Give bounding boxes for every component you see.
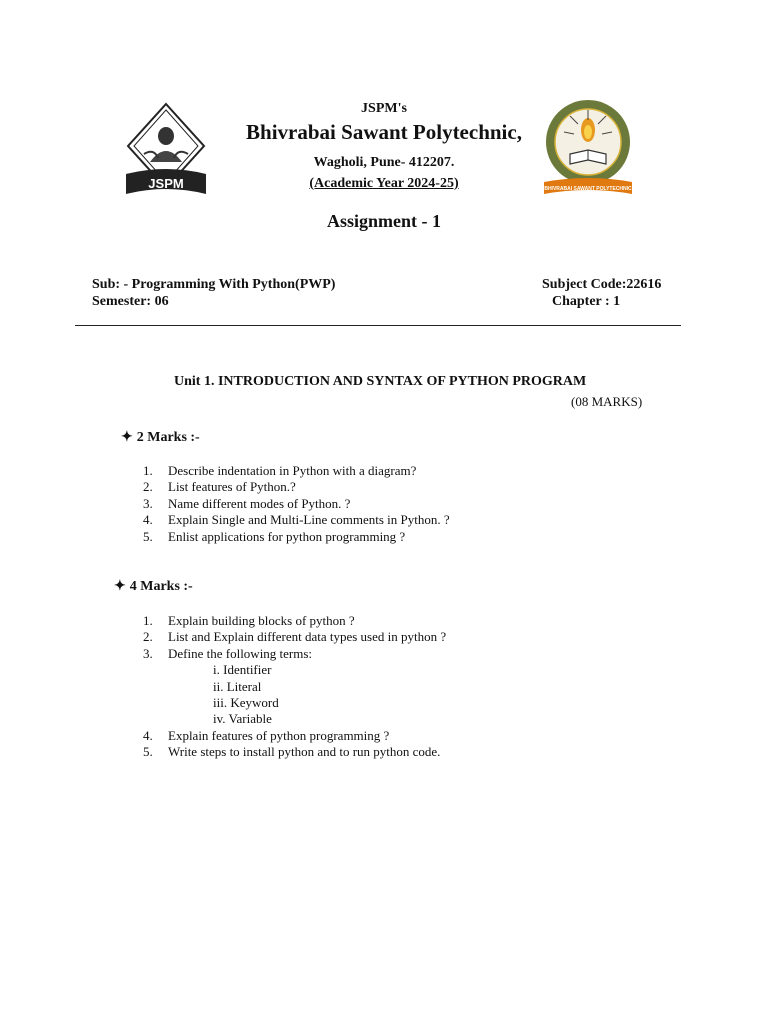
question-text: Describe indentation in Python with a diagram? [168,463,417,478]
jspm-logo-text: JSPM [148,176,184,191]
unit-title: Unit 1. INTRODUCTION AND SYNTAX OF PYTHON PROGRAM [174,374,587,389]
star-bullet-icon: ✦ [114,579,126,594]
bsp-logo-text: BHIVRABAI SAWANT POLYTECHNIC [544,186,632,192]
question-number: 3. [143,645,153,661]
list-item [143,613,446,629]
list-item [143,744,446,760]
subject-code: Subject Code:22616 [542,277,662,292]
section-4-marks-questions [143,613,446,761]
question-text: Name different modes of Python. ? [168,495,351,511]
question-number: 4. [143,727,153,743]
section-2-marks-heading [121,429,200,446]
question-text: List features of Python.? [168,479,296,495]
subject-name: Sub: - Programming With Python(PWP) [92,277,336,292]
question-text: Explain Single and Multi-Line comments in Python. ? [168,512,450,528]
question-text: List and Explain different data types used in python ? [168,629,447,645]
list-item [143,728,446,744]
section-4-marks-label: 4 Marks :- [129,579,193,594]
question-number: 1. [143,463,153,478]
question-number: 1. [143,613,153,628]
list-item [143,512,450,528]
term-item: iv. Variable [213,711,272,727]
chapter: Chapter : 1 [552,294,621,309]
term-item: iii. Keyword [213,695,279,711]
assignment-title: Assignment - 1 [326,211,441,231]
question-number: 2. [143,629,153,645]
header-divider [75,325,681,326]
question-number: 5. [143,528,153,544]
question-text: Define the following terms: [168,645,313,661]
list-item [143,529,450,545]
star-bullet-icon: ✦ [121,430,133,445]
semester: Semester: 06 [92,294,169,309]
question-number: 5. [143,744,153,760]
org-short-name: JSPM's [361,101,407,116]
terms-list [168,662,446,728]
question-number: 3. [143,495,153,511]
list-item [143,463,450,479]
unit-marks: (08 MARKS) [571,394,643,409]
college-address: Wagholi, Pune- 412207. [313,155,455,170]
list-item [143,646,446,728]
academic-year: (Academic Year 2024-25) [309,176,459,191]
question-text: Explain features of python programming ? [168,727,390,743]
question-number: 2. [143,479,153,495]
list-item [143,496,450,512]
question-text: Explain building blocks of python ? [168,613,355,628]
question-text: Enlist applications for python programming ? [168,528,406,544]
term-item: ii. Literal [213,678,262,694]
question-number: 4. [143,512,153,528]
section-2-marks-label: 2 Marks :- [136,430,200,445]
question-text: Write steps to install python and to run python code. [168,744,441,760]
college-name: Bhivrabai Sawant Polytechnic, [246,120,522,144]
section-2-marks-questions [143,463,450,545]
list-item [143,629,446,645]
section-4-marks-heading [114,578,193,595]
term-item: i. Identifier [213,662,272,678]
list-item [143,479,450,495]
